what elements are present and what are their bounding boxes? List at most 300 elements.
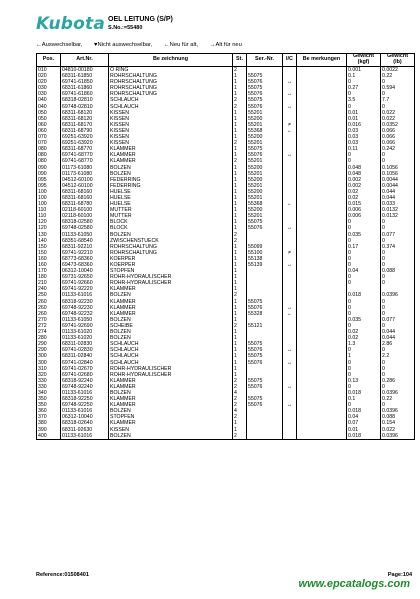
cell-pos: 280 — [37, 335, 61, 341]
cell-weight-kgf: 0.04 — [347, 414, 381, 420]
cell-weight-kgf: 0.006 — [347, 207, 381, 213]
cell-weight-kgf: 0 — [347, 311, 381, 317]
cell-weight-kgf: 0.001 — [347, 67, 381, 74]
cell-serial: 55075 — [247, 378, 283, 384]
cell-description: BOLZEN — [109, 165, 233, 171]
cell-part-no: 69741-92660 — [61, 280, 109, 286]
cell-weight-kgf: 0.002 — [347, 183, 381, 189]
cell-description: KISSEN — [109, 122, 233, 128]
cell-serial: 55075 — [247, 219, 283, 225]
cell-weight-kgf: 0.03 — [347, 140, 381, 146]
col-header-weight-lb: Gewicht (lb) — [381, 54, 415, 67]
cell-pos: 170 — [37, 268, 61, 274]
cell-description: ROHRSCHALTUNG — [109, 79, 233, 85]
col-header-pos: Pos. — [37, 54, 61, 67]
cell-description: ROHRSCHALTUNG — [109, 244, 233, 250]
cell-description: KLAMMER — [109, 286, 233, 292]
cell-qty: 1 — [233, 329, 247, 335]
cell-qty: 1 — [233, 360, 247, 366]
cell-weight-kgf: 0.27 — [347, 85, 381, 91]
cell-weight-kgf: 0.01 — [347, 427, 381, 433]
cell-weight-lb: 0.044 — [381, 189, 415, 195]
cell-part-no: 68311-68160 — [61, 195, 109, 201]
cell-part-no: 68311-68170 — [61, 122, 109, 128]
cell-pos: 020 — [37, 79, 61, 85]
cell-description: KISSEN — [109, 116, 233, 122]
cell-qty: 2 — [233, 384, 247, 390]
cell-weight-lb: 0.1056 — [381, 171, 415, 177]
cell-weight-lb: 0 — [381, 280, 415, 286]
cell-weight-kgf: 0.13 — [347, 378, 381, 384]
cell-weight-kgf: 0 — [347, 256, 381, 262]
cell-weight-kgf: 0 — [347, 372, 381, 378]
cell-description: MUTTER — [109, 207, 233, 213]
cell-qty: 2 — [233, 323, 247, 329]
cell-qty: 1 — [233, 183, 247, 189]
cell-qty: 1 — [233, 116, 247, 122]
cell-weight-lb: 2.2 — [381, 353, 415, 359]
cell-weight-kgf: 0 — [347, 347, 381, 353]
cell-description: KISSEN — [109, 140, 233, 146]
cell-weight-lb: 0.077 — [381, 317, 415, 323]
cell-description: KLAMMER — [109, 378, 233, 384]
cell-part-no: 68318-92240 — [61, 378, 109, 384]
cell-weight-kgf: 0.016 — [347, 122, 381, 128]
cell-pos: 050 — [37, 116, 61, 122]
cell-pos: 240 — [37, 286, 61, 292]
cell-ic: ↔ — [283, 152, 297, 158]
cell-ic: ↔ — [283, 360, 297, 366]
cell-serial: 55075 — [247, 353, 283, 359]
legend-item: ←Neu für alt, — [163, 42, 199, 48]
col-header-part-no: Art.Nr. — [61, 54, 109, 67]
cell-pos: 040 — [37, 104, 61, 110]
cell-pos: 160 — [37, 262, 61, 268]
cell-description: SCHLAUCH — [109, 347, 233, 353]
cell-serial: 55099 — [247, 244, 283, 250]
cell-weight-lb: 0.0396 — [381, 433, 415, 440]
cell-weight-lb: 0 — [381, 250, 415, 256]
cell-weight-lb: 0.022 — [381, 110, 415, 116]
cell-qty: 1 — [233, 91, 247, 97]
col-header-qty: St. — [233, 54, 247, 67]
cell-pos: 130 — [37, 232, 61, 238]
cell-weight-kgf: 0 — [347, 219, 381, 225]
cell-pos: 350 — [37, 396, 61, 402]
cell-serial: 55121 — [247, 323, 283, 329]
cell-qty: 1 — [233, 195, 247, 201]
cell-part-no: 68318-92230 — [61, 299, 109, 305]
cell-ic: ← — [283, 201, 297, 207]
cell-weight-lb: 0.0022 — [381, 67, 415, 74]
table-row — [37, 67, 415, 74]
cell-weight-kgf: 0 — [347, 262, 381, 268]
cell-weight-lb: 0.594 — [381, 85, 415, 91]
cell-description: SCHLAUCH — [109, 97, 233, 103]
cell-serial: 55200 — [247, 116, 283, 122]
cell-pos: 180 — [37, 274, 61, 280]
cell-qty: 1 — [233, 134, 247, 140]
cell-weight-lb: 0.033 — [381, 201, 415, 207]
cell-pos: 274 — [37, 329, 61, 335]
cell-description: STOPFEN — [109, 414, 233, 420]
cell-pos: 340 — [37, 390, 61, 396]
cell-part-no: 69473-68360 — [61, 262, 109, 268]
cell-qty: 4 — [233, 390, 247, 396]
cell-weight-lb: 0 — [381, 274, 415, 280]
cell-weight-lb: 0.0044 — [381, 177, 415, 183]
cell-serial: 55200 — [247, 177, 283, 183]
cell-weight-kgf: 0.002 — [347, 177, 381, 183]
cell-weight-kgf: 1 — [347, 353, 381, 359]
cell-part-no: 68311-61850 — [61, 73, 109, 79]
cell-part-no: 01133-61050 — [61, 232, 109, 238]
cell-weight-kgf: 0 — [347, 250, 381, 256]
cell-serial: 55200 — [247, 134, 283, 140]
cell-pos: 080 — [37, 152, 61, 158]
cell-description: SCHLAUCH — [109, 341, 233, 347]
legend-item: ←Auswechselbar, — [36, 42, 83, 48]
cell-weight-lb: 2.86 — [381, 341, 415, 347]
page-number: Page:104 — [387, 572, 412, 578]
legend-item: ♥Nicht auswechselbar, — [94, 42, 153, 48]
cell-serial: 55076 — [247, 152, 283, 158]
cell-weight-lb: 0.022 — [381, 116, 415, 122]
cell-qty: 2 — [233, 396, 247, 402]
cell-description: KLAMMER — [109, 299, 233, 305]
cell-part-no: 69748-92240 — [61, 384, 109, 390]
cell-weight-lb: 0 — [381, 402, 415, 408]
cell-weight-kgf: 0.006 — [347, 213, 381, 219]
cell-weight-lb: 0.0396 — [381, 292, 415, 298]
cell-part-no: 68311-02830 — [61, 341, 109, 347]
cell-weight-lb: 7.7 — [381, 97, 415, 103]
cell-qty: 1 — [233, 280, 247, 286]
col-header-ic: I/C — [283, 54, 297, 67]
cell-ic — [283, 433, 297, 440]
cell-description: SCHLAUCH — [109, 360, 233, 366]
cell-weight-kgf: 0.17 — [347, 244, 381, 250]
cell-pos: 290 — [37, 347, 61, 353]
cell-description: BOLZEN — [109, 335, 233, 341]
cell-qty: 1 — [233, 207, 247, 213]
cell-part-no: 69741-61860 — [61, 91, 109, 97]
cell-pos: 300 — [37, 353, 61, 359]
cell-pos: 400 — [37, 433, 61, 440]
cell-weight-kgf: 0 — [347, 79, 381, 85]
cell-description: ROHR-HYDRAULISCHER — [109, 280, 233, 286]
cell-pos: 272 — [37, 323, 61, 329]
cell-weight-kgf: 0 — [347, 305, 381, 311]
cell-part-no: 01133-61016 — [61, 408, 109, 414]
cell-pos: 290 — [37, 341, 61, 347]
cell-serial: 55075 — [247, 85, 283, 91]
cell-weight-kgf: 0 — [347, 225, 381, 231]
cell-pos: 380 — [37, 420, 61, 426]
cell-pos: 095 — [37, 177, 61, 183]
cell-description: SCHLAUCH — [109, 104, 233, 110]
cell-serial: 55076 — [247, 305, 283, 311]
cell-part-no: 69741-02830 — [61, 347, 109, 353]
cell-weight-lb: 0 — [381, 256, 415, 262]
cell-serial: 55201 — [247, 110, 283, 116]
cell-pos: 070 — [37, 134, 61, 140]
cell-qty: 1 — [233, 311, 247, 317]
cell-qty: 4 — [233, 408, 247, 414]
cell-part-no: 69741-02680 — [61, 372, 109, 378]
cell-qty: 1 — [233, 262, 247, 268]
cell-qty: 1 — [233, 171, 247, 177]
cell-weight-lb: 0 — [381, 360, 415, 366]
table-header-row — [37, 54, 415, 67]
cell-pos: 080 — [37, 158, 61, 164]
cell-weight-lb: 0.1056 — [381, 165, 415, 171]
cell-description: SCHLAUCH — [109, 353, 233, 359]
cell-weight-kgf: 0.11 — [347, 146, 381, 152]
cell-description: BOLZEN — [109, 171, 233, 177]
cell-qty: 2 — [233, 292, 247, 298]
cell-weight-kgf: 0.018 — [347, 292, 381, 298]
cell-weight-kgf: 0 — [347, 152, 381, 158]
cell-qty: 1 — [233, 244, 247, 250]
cell-description: HUELSE — [109, 195, 233, 201]
cell-part-no: 02118-60100 — [61, 207, 109, 213]
cell-part-no: 02118-60100 — [61, 213, 109, 219]
cell-qty: 2 — [233, 238, 247, 244]
cell-description: BOLZEN — [109, 390, 233, 396]
cell-qty: 2 — [233, 414, 247, 420]
cell-part-no: 69748-02810 — [61, 104, 109, 110]
cell-weight-lb: 0 — [381, 104, 415, 110]
cell-serial: 55075 — [247, 396, 283, 402]
cell-weight-lb: 0 — [381, 219, 415, 225]
cell-part-no: 04512-60100 — [61, 183, 109, 189]
cell-weight-kgf: 0.04 — [347, 268, 381, 274]
cell-serial: 55075 — [247, 73, 283, 79]
cell-ic: ↔ — [283, 347, 297, 353]
cell-pos: 050 — [37, 110, 61, 116]
cell-serial: 55076 — [247, 91, 283, 97]
cell-weight-lb: 0 — [381, 225, 415, 231]
cell-serial: 55075 — [247, 146, 283, 152]
cell-description: BOLZEN — [109, 232, 233, 238]
cell-description: KLAMMER — [109, 152, 233, 158]
col-header-description: Be zeichnung — [109, 54, 233, 67]
cell-description: ZWISCHENSTUECK — [109, 238, 233, 244]
cell-part-no: 69748-92230 — [61, 305, 109, 311]
cell-weight-lb: 0.374 — [381, 244, 415, 250]
cell-pos: 120 — [37, 225, 61, 231]
cell-description: KISSEN — [109, 427, 233, 433]
cell-part-no: 69251-63920 — [61, 140, 109, 146]
cell-qty: 1 — [233, 219, 247, 225]
cell-weight-lb: 0.066 — [381, 140, 415, 146]
cell-description: ROHR-HYDRAULISCHER — [109, 372, 233, 378]
cell-weight-lb: 0.22 — [381, 396, 415, 402]
cell-weight-lb: 0 — [381, 158, 415, 164]
cell-qty: 1 — [233, 299, 247, 305]
cell-weight-kgf: 0 — [347, 280, 381, 286]
cell-weight-kgf: 0.035 — [347, 232, 381, 238]
cell-qty: 1 — [233, 128, 247, 134]
cell-description: KLAMMER — [109, 305, 233, 311]
cell-pos: 260 — [37, 305, 61, 311]
cell-weight-lb: 0 — [381, 91, 415, 97]
cell-qty: 2 — [233, 104, 247, 110]
cell-serial: 55201 — [247, 158, 283, 164]
cell-pos: 140 — [37, 238, 61, 244]
cell-weight-kgf: 0 — [347, 384, 381, 390]
cell-part-no: 69741-61850 — [61, 79, 109, 85]
cell-serial: 55201 — [247, 122, 283, 128]
cell-weight-lb: 0.0352 — [381, 122, 415, 128]
cell-part-no: 01133-61020 — [61, 335, 109, 341]
cell-ic: ↔ — [283, 225, 297, 231]
watermark: www.epcatalogs.com — [298, 578, 410, 590]
cell-part-no: 04512-60100 — [61, 177, 109, 183]
cell-serial: 55368 — [247, 201, 283, 207]
cell-pos: 250 — [37, 292, 61, 298]
cell-weight-kgf: 0.1 — [347, 396, 381, 402]
cell-pos: 330 — [37, 384, 61, 390]
cell-weight-kgf: 0 — [347, 238, 381, 244]
cell-part-no: 69748-92250 — [61, 402, 109, 408]
cell-weight-lb: 0 — [381, 79, 415, 85]
cell-weight-kgf: 0.07 — [347, 420, 381, 426]
cell-qty: 2 — [233, 158, 247, 164]
cell-part-no: 01133-61050 — [61, 317, 109, 323]
cell-description: ROHR-HYDRAULISCHER — [109, 366, 233, 372]
cell-weight-lb: 0.077 — [381, 232, 415, 238]
cell-ic: ← — [283, 128, 297, 134]
cell-part-no: 68311-92210 — [61, 244, 109, 250]
cell-qty: 2 — [233, 378, 247, 384]
cell-qty: 1 — [233, 256, 247, 262]
cell-weight-lb: 0 — [381, 347, 415, 353]
cell-qty: 2 — [233, 433, 247, 440]
cell-part-no: 01133-61016 — [61, 292, 109, 298]
cell-ic: ≠ — [283, 250, 297, 256]
cell-part-no: 69741-02670 — [61, 366, 109, 372]
cell-description: KLAMMER — [109, 311, 233, 317]
cell-pos: 310 — [37, 366, 61, 372]
cell-serial: 55201 — [247, 213, 283, 219]
cell-pos: 070 — [37, 140, 61, 146]
cell-qty: 1 — [233, 366, 247, 372]
cell-part-no: 01173-61080 — [61, 171, 109, 177]
cell-qty: 1 — [233, 165, 247, 171]
cell-part-no: 01173-61080 — [61, 165, 109, 171]
cell-qty: 1 — [233, 420, 247, 426]
cell-pos: 260 — [37, 299, 61, 305]
cell-serial: 55076 — [247, 402, 283, 408]
cell-weight-lb: 0.286 — [381, 378, 415, 384]
cell-weight-kgf: 0.02 — [347, 189, 381, 195]
cell-description: FEDERRING — [109, 177, 233, 183]
cell-weight-lb: 0.0132 — [381, 213, 415, 219]
cell-weight-kgf: 0.02 — [347, 195, 381, 201]
cell-pos: 030 — [37, 91, 61, 97]
cell-description: KISSEN — [109, 110, 233, 116]
cell-part-no: 69731-92650 — [61, 274, 109, 280]
cell-serial: 55076 — [247, 79, 283, 85]
cell-qty: 1 — [233, 122, 247, 128]
page-title: OEL LEITUNG (S/P) — [108, 16, 173, 23]
cell-description: KISSEN — [109, 128, 233, 134]
cell-qty: 1 — [233, 372, 247, 378]
cell-description: ROHRSCHALTUNG — [109, 73, 233, 79]
cell-description: ROHRSCHALTUNG — [109, 91, 233, 97]
cell-pos: 270 — [37, 317, 61, 323]
cell-weight-kgf: 0.018 — [347, 390, 381, 396]
cell-serial: 55076 — [247, 347, 283, 353]
cell-qty: 1 — [233, 177, 247, 183]
cell-weight-kgf: 0.03 — [347, 128, 381, 134]
cell-qty: 1 — [233, 79, 247, 85]
cell-pos: 100 — [37, 189, 61, 195]
cell-pos: 040 — [37, 97, 61, 103]
cell-serial — [247, 67, 283, 74]
cell-qty: 1 — [233, 213, 247, 219]
cell-ic: ↔ — [283, 91, 297, 97]
cell-description: BOLZEN — [109, 317, 233, 323]
cell-pos: 320 — [37, 372, 61, 378]
cell-weight-lb: 0.088 — [381, 414, 415, 420]
cell-qty: 1 — [233, 286, 247, 292]
cell-part-no: 68318-02640 — [61, 420, 109, 426]
cell-ic: ← — [283, 311, 297, 317]
cell-pos: 060 — [37, 128, 61, 134]
cell-serial: 55200 — [247, 165, 283, 171]
cell-qty: 1 — [233, 353, 247, 359]
col-header-remarks: Be merkungen — [297, 54, 347, 67]
cell-qty: 1 — [233, 268, 247, 274]
cell-weight-kgf: 0 — [347, 91, 381, 97]
kubota-logo: Kubota — [36, 14, 105, 34]
col-header-serial: Ser.-Nr. — [247, 54, 283, 67]
cell-part-no: 69748-02580 — [61, 225, 109, 231]
cell-description: KOERPER — [109, 256, 233, 262]
cell-weight-lb: 0.066 — [381, 128, 415, 134]
cell-part-no: 68311-68790 — [61, 128, 109, 134]
cell-weight-lb: 0 — [381, 323, 415, 329]
cell-weight-kgf: 0.01 — [347, 116, 381, 122]
cell-pos: 350 — [37, 402, 61, 408]
serial-number: S.No.:=55480 — [108, 25, 143, 31]
cell-description: BLOCK — [109, 225, 233, 231]
cell-pos: 100 — [37, 195, 61, 201]
cell-pos: 020 — [37, 73, 61, 79]
cell-serial: 55076 — [247, 225, 283, 231]
cell-description: KOERPER — [109, 262, 233, 268]
cell-weight-kgf: 0.1 — [347, 73, 381, 79]
cell-part-no: 69741-92220 — [61, 286, 109, 292]
cell-pos: 150 — [37, 244, 61, 250]
cell-weight-lb: 0 — [381, 311, 415, 317]
cell-description: ROHRSCHALTUNG — [109, 85, 233, 91]
cell-qty: 1 — [233, 85, 247, 91]
cell-part-no: 01133-61016 — [61, 433, 109, 440]
cell-weight-lb: 0.044 — [381, 335, 415, 341]
cell-part-no: 68311-68120 — [61, 116, 109, 122]
cell-serial: 55201 — [247, 140, 283, 146]
cell-qty: 1 — [233, 335, 247, 341]
cell-qty: 1 — [233, 274, 247, 280]
cell-part-no: 06312-10040 — [61, 414, 109, 420]
cell-description: KLAMMER — [109, 396, 233, 402]
cell-ic: ≠ — [283, 122, 297, 128]
cell-ic: ↔ — [283, 384, 297, 390]
